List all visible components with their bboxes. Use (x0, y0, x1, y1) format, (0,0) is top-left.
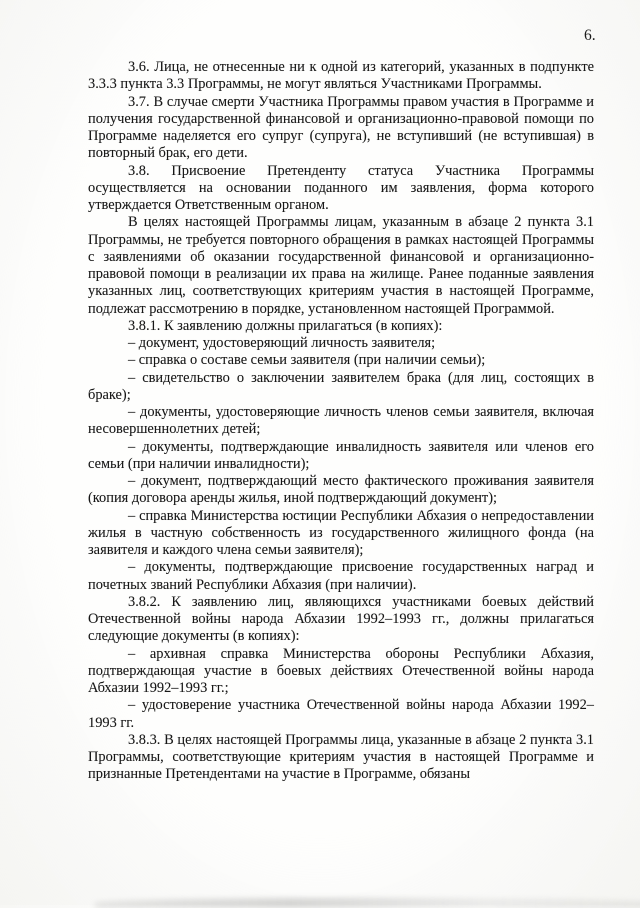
document-body (88, 59, 594, 784)
paragraph: – справка о составе семьи заявителя (при наличии семьи); (128, 352, 486, 369)
paragraph: – справка Министерства юстиции Республики Абхазия о непредоставлении жилья в частную собственность из государственного жилищного фонда (на заявителя и каждого члена семьи заявителя); (88, 507, 594, 558)
paragraph: – архивная справка Министерства обороны Республики Абхазия, подтверждающая участие в боевых действиях Отечественной войны народа Абхазии 1992–1993 гг.; (88, 645, 594, 696)
paragraph: 3.7. В случае смерти Участника Программы правом участия в Программе и получения государственной финансовой и организационно-правовой помощи по Программе наделяется его супруг (супруга), не вступивший (не вступившая) в повторный брак, его дети. (88, 93, 594, 162)
paragraph: В целях настоящей Программы лицам, указанным в абзаце 2 пункта 3.1 Программы, не требуется повторного обращения в рамках настоящей Программы с заявлениями об оказании государственной финансовой и организационно-правовой помощи в реализации их права на жилище. Ранее поданные заявления указанных лиц, соответствующих критериям участия в настоящей Программе, подлежат рассмотрению в порядке, установленном настоящей Программой. (88, 214, 594, 317)
page-number: 6. (584, 27, 596, 44)
paragraph: – документ, подтверждающий место фактического проживания заявителя (копия договора аренды жилья, иной подтверждающий документ); (88, 473, 594, 507)
paragraph: 3.6. Лица, не отнесенные ни к одной из категорий, указанных в подпункте 3.3.3 пункта 3.3 Программы, не могут являться Участниками Программы. (88, 59, 594, 93)
paragraph: – документы, подтверждающие присвоение государственных наград и почетных званий Республики Абхазия (при наличии). (88, 559, 594, 593)
paragraph: – документы, удостоверяющие личность членов семьи заявителя, включая несовершеннолетних детей; (88, 404, 594, 438)
paragraph: 3.8. Присвоение Претенденту статуса Участника Программы осуществляется на основании поданного им заявления, форма которого утверждается Ответственным органом. (88, 162, 594, 213)
paragraph: 3.8.1. К заявлению должны прилагаться (в копиях): (128, 317, 443, 334)
paragraph: 3.8.2. К заявлению лиц, являющихся участниками боевых действий Отечественной войны народа Абхазии 1992–1993 гг., должны прилагаться следующие документы (в копиях): (88, 593, 594, 645)
paragraph: 3.8.3. В целях настоящей Программы лица, указанные в абзаце 2 пункта 3.1 Программы, соответствующие критериям участия в настоящей Программе и признанные Претендентами на участие в Программе, обязаны (88, 731, 594, 783)
paragraph: – документы, подтверждающие инвалидность заявителя или членов его семьи (при наличии инвалидности); (88, 438, 594, 472)
scan-smudge-artifact (95, 898, 640, 908)
paragraph: – свидетельство о заключении заявителем брака (для лиц, состоящих в браке); (88, 369, 594, 403)
paragraph: – документ, удостоверяющий личность заявителя; (128, 335, 436, 351)
paragraph: – удостоверение участника Отечественной войны народа Абхазии 1992–1993 гг. (88, 697, 594, 731)
